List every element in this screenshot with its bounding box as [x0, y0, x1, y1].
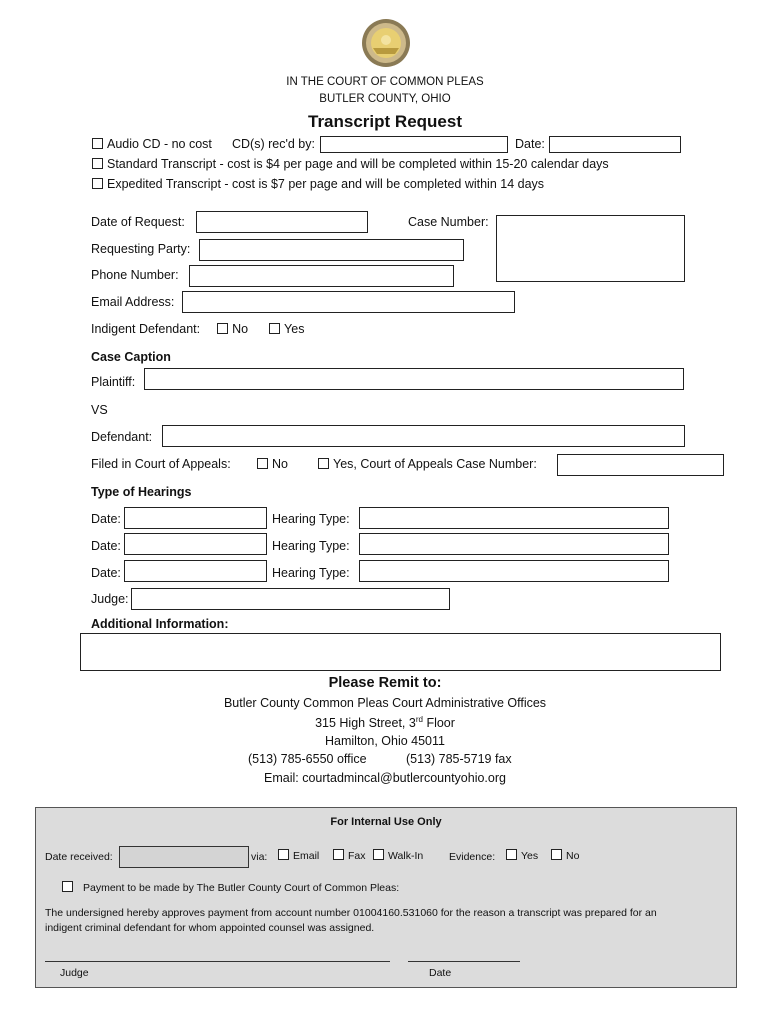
indigent-no-checkbox[interactable]	[217, 323, 228, 334]
evidence-label: Evidence:	[449, 851, 496, 863]
defendant-label: Defendant:	[91, 430, 153, 444]
via-walk-in-label: Walk-In	[388, 850, 424, 862]
via-walk-in-option[interactable]	[373, 849, 423, 862]
appeals-yes-option[interactable]	[318, 457, 537, 471]
via-email-option[interactable]	[278, 849, 319, 862]
additional-info-input[interactable]	[80, 633, 721, 671]
judge-signature-line	[45, 961, 390, 962]
remit-fax: (513) 785-5719 fax	[406, 752, 512, 766]
judge-signature-label: Judge	[60, 967, 89, 979]
cd-received-label: CD(s) rec'd by:	[232, 137, 315, 151]
remit-office: Butler County Common Pleas Court Administrative Offices	[223, 696, 547, 710]
payment-checkbox[interactable]	[62, 881, 73, 892]
evidence-no-label: No	[566, 850, 580, 862]
date-of-request-input[interactable]	[196, 211, 368, 233]
vs-label: VS	[91, 403, 108, 417]
indigent-defendant-label: Indigent Defendant:	[91, 322, 201, 336]
standard-transcript-option[interactable]	[92, 157, 609, 171]
appeals-case-number-input[interactable]	[557, 454, 724, 476]
cd-date-label: Date:	[515, 137, 545, 151]
evidence-no-checkbox[interactable]	[551, 849, 562, 860]
case-number-input[interactable]	[496, 215, 685, 282]
date-received-input[interactable]	[119, 846, 249, 868]
payment-option[interactable]	[62, 881, 399, 894]
via-fax-checkbox[interactable]	[333, 849, 344, 860]
hearing-type-label: Hearing Type:	[272, 566, 350, 580]
hearing-date-label: Date:	[91, 566, 121, 580]
remit-email: Email: courtadmincal@butlercountyohio.org	[264, 771, 506, 785]
indigent-yes-label: Yes	[284, 322, 305, 336]
payment-label: Payment to be made by The Butler County Court of Common Pleas:	[83, 882, 400, 894]
date-received-label: Date received:	[45, 851, 113, 863]
hearing-type-input[interactable]	[359, 533, 669, 555]
appeals-no-option[interactable]	[257, 457, 288, 471]
evidence-yes-option[interactable]	[506, 849, 538, 862]
requesting-party-input[interactable]	[199, 239, 464, 261]
judge-input[interactable]	[131, 588, 450, 610]
hearing-date-label: Date:	[91, 539, 121, 553]
hearing-type-label: Hearing Type:	[272, 512, 350, 526]
internal-heading: For Internal Use Only	[330, 816, 442, 828]
date-signature-line	[408, 961, 520, 962]
hearing-date-input[interactable]	[124, 507, 267, 529]
internal-use-panel	[35, 807, 737, 988]
phone-number-input[interactable]	[189, 265, 454, 287]
indigent-yes-checkbox[interactable]	[269, 323, 280, 334]
via-walk-in-checkbox[interactable]	[373, 849, 384, 860]
appeals-yes-label: Yes, Court of Appeals Case Number:	[333, 457, 537, 471]
plaintiff-input[interactable]	[144, 368, 684, 390]
indigent-no-label: No	[232, 322, 249, 336]
date-signature-label: Date	[429, 967, 452, 979]
audio-cd-label: Audio CD - no cost	[107, 137, 212, 151]
via-fax-option[interactable]	[333, 849, 366, 862]
date-of-request-label: Date of Request:	[91, 215, 185, 229]
defendant-input[interactable]	[162, 425, 685, 447]
cd-date-input[interactable]	[549, 136, 681, 153]
appeals-no-checkbox[interactable]	[257, 458, 268, 469]
case-number-label: Case Number:	[408, 215, 489, 229]
remit-street: 315 High Street, 3rd Floor	[315, 715, 455, 731]
standard-checkbox[interactable]	[92, 158, 103, 169]
hearing-date-label: Date:	[91, 512, 121, 526]
hearing-type-input[interactable]	[359, 507, 669, 529]
plaintiff-label: Plaintiff:	[91, 375, 136, 389]
hearing-date-input[interactable]	[124, 533, 267, 555]
via-email-label: Email	[293, 850, 320, 862]
audio-cd-option[interactable]	[92, 137, 212, 151]
hearings-heading: Type of Hearings	[91, 485, 192, 499]
remit-city: Hamilton, Ohio 45011	[325, 734, 445, 748]
email-address-input[interactable]	[182, 291, 515, 313]
email-address-label: Email Address:	[91, 295, 175, 309]
via-label: via:	[251, 851, 268, 863]
county-name: BUTLER COUNTY, OHIO	[319, 93, 451, 105]
appeals-yes-checkbox[interactable]	[318, 458, 329, 469]
hearing-date-input[interactable]	[124, 560, 267, 582]
via-email-checkbox[interactable]	[278, 849, 289, 860]
expedited-label: Expedited Transcript - cost is $7 per page and will be completed within 14 days	[107, 177, 545, 191]
approval-text-line1: The undersigned hereby approves payment from account number 01004160.531060 for the reason a transcript was prepared for an	[45, 907, 657, 919]
phone-number-label: Phone Number:	[91, 268, 179, 282]
page-title: Transcript Request	[308, 112, 462, 131]
hearing-type-label: Hearing Type:	[272, 539, 350, 553]
remit-office-phone: (513) 785-6550 office	[248, 752, 367, 766]
standard-label: Standard Transcript - cost is $4 per page and will be completed within 15-20 calendar days	[107, 157, 609, 171]
appeals-no-label: No	[272, 457, 288, 471]
audio-cd-checkbox[interactable]	[92, 138, 103, 149]
indigent-defendant-row	[91, 322, 304, 336]
court-name: IN THE COURT OF COMMON PLEAS	[286, 76, 484, 88]
expedited-transcript-option[interactable]	[92, 177, 544, 191]
via-fax-label: Fax	[348, 850, 366, 862]
requesting-party-label: Requesting Party:	[91, 242, 191, 256]
evidence-no-option[interactable]	[551, 849, 579, 862]
evidence-yes-label: Yes	[521, 850, 539, 862]
judge-label: Judge:	[91, 592, 129, 606]
appeals-label: Filed in Court of Appeals:	[91, 457, 231, 471]
hearing-type-input[interactable]	[359, 560, 669, 582]
remit-heading: Please Remit to:	[328, 675, 442, 691]
cd-received-input[interactable]	[320, 136, 508, 153]
evidence-yes-checkbox[interactable]	[506, 849, 517, 860]
approval-text-line2: indigent criminal defendant for whom appointed counsel was assigned.	[45, 922, 375, 934]
county-seal-icon	[361, 18, 411, 68]
additional-info-heading: Additional Information:	[91, 617, 229, 631]
expedited-checkbox[interactable]	[92, 178, 103, 189]
case-caption-heading: Case Caption	[91, 350, 171, 364]
